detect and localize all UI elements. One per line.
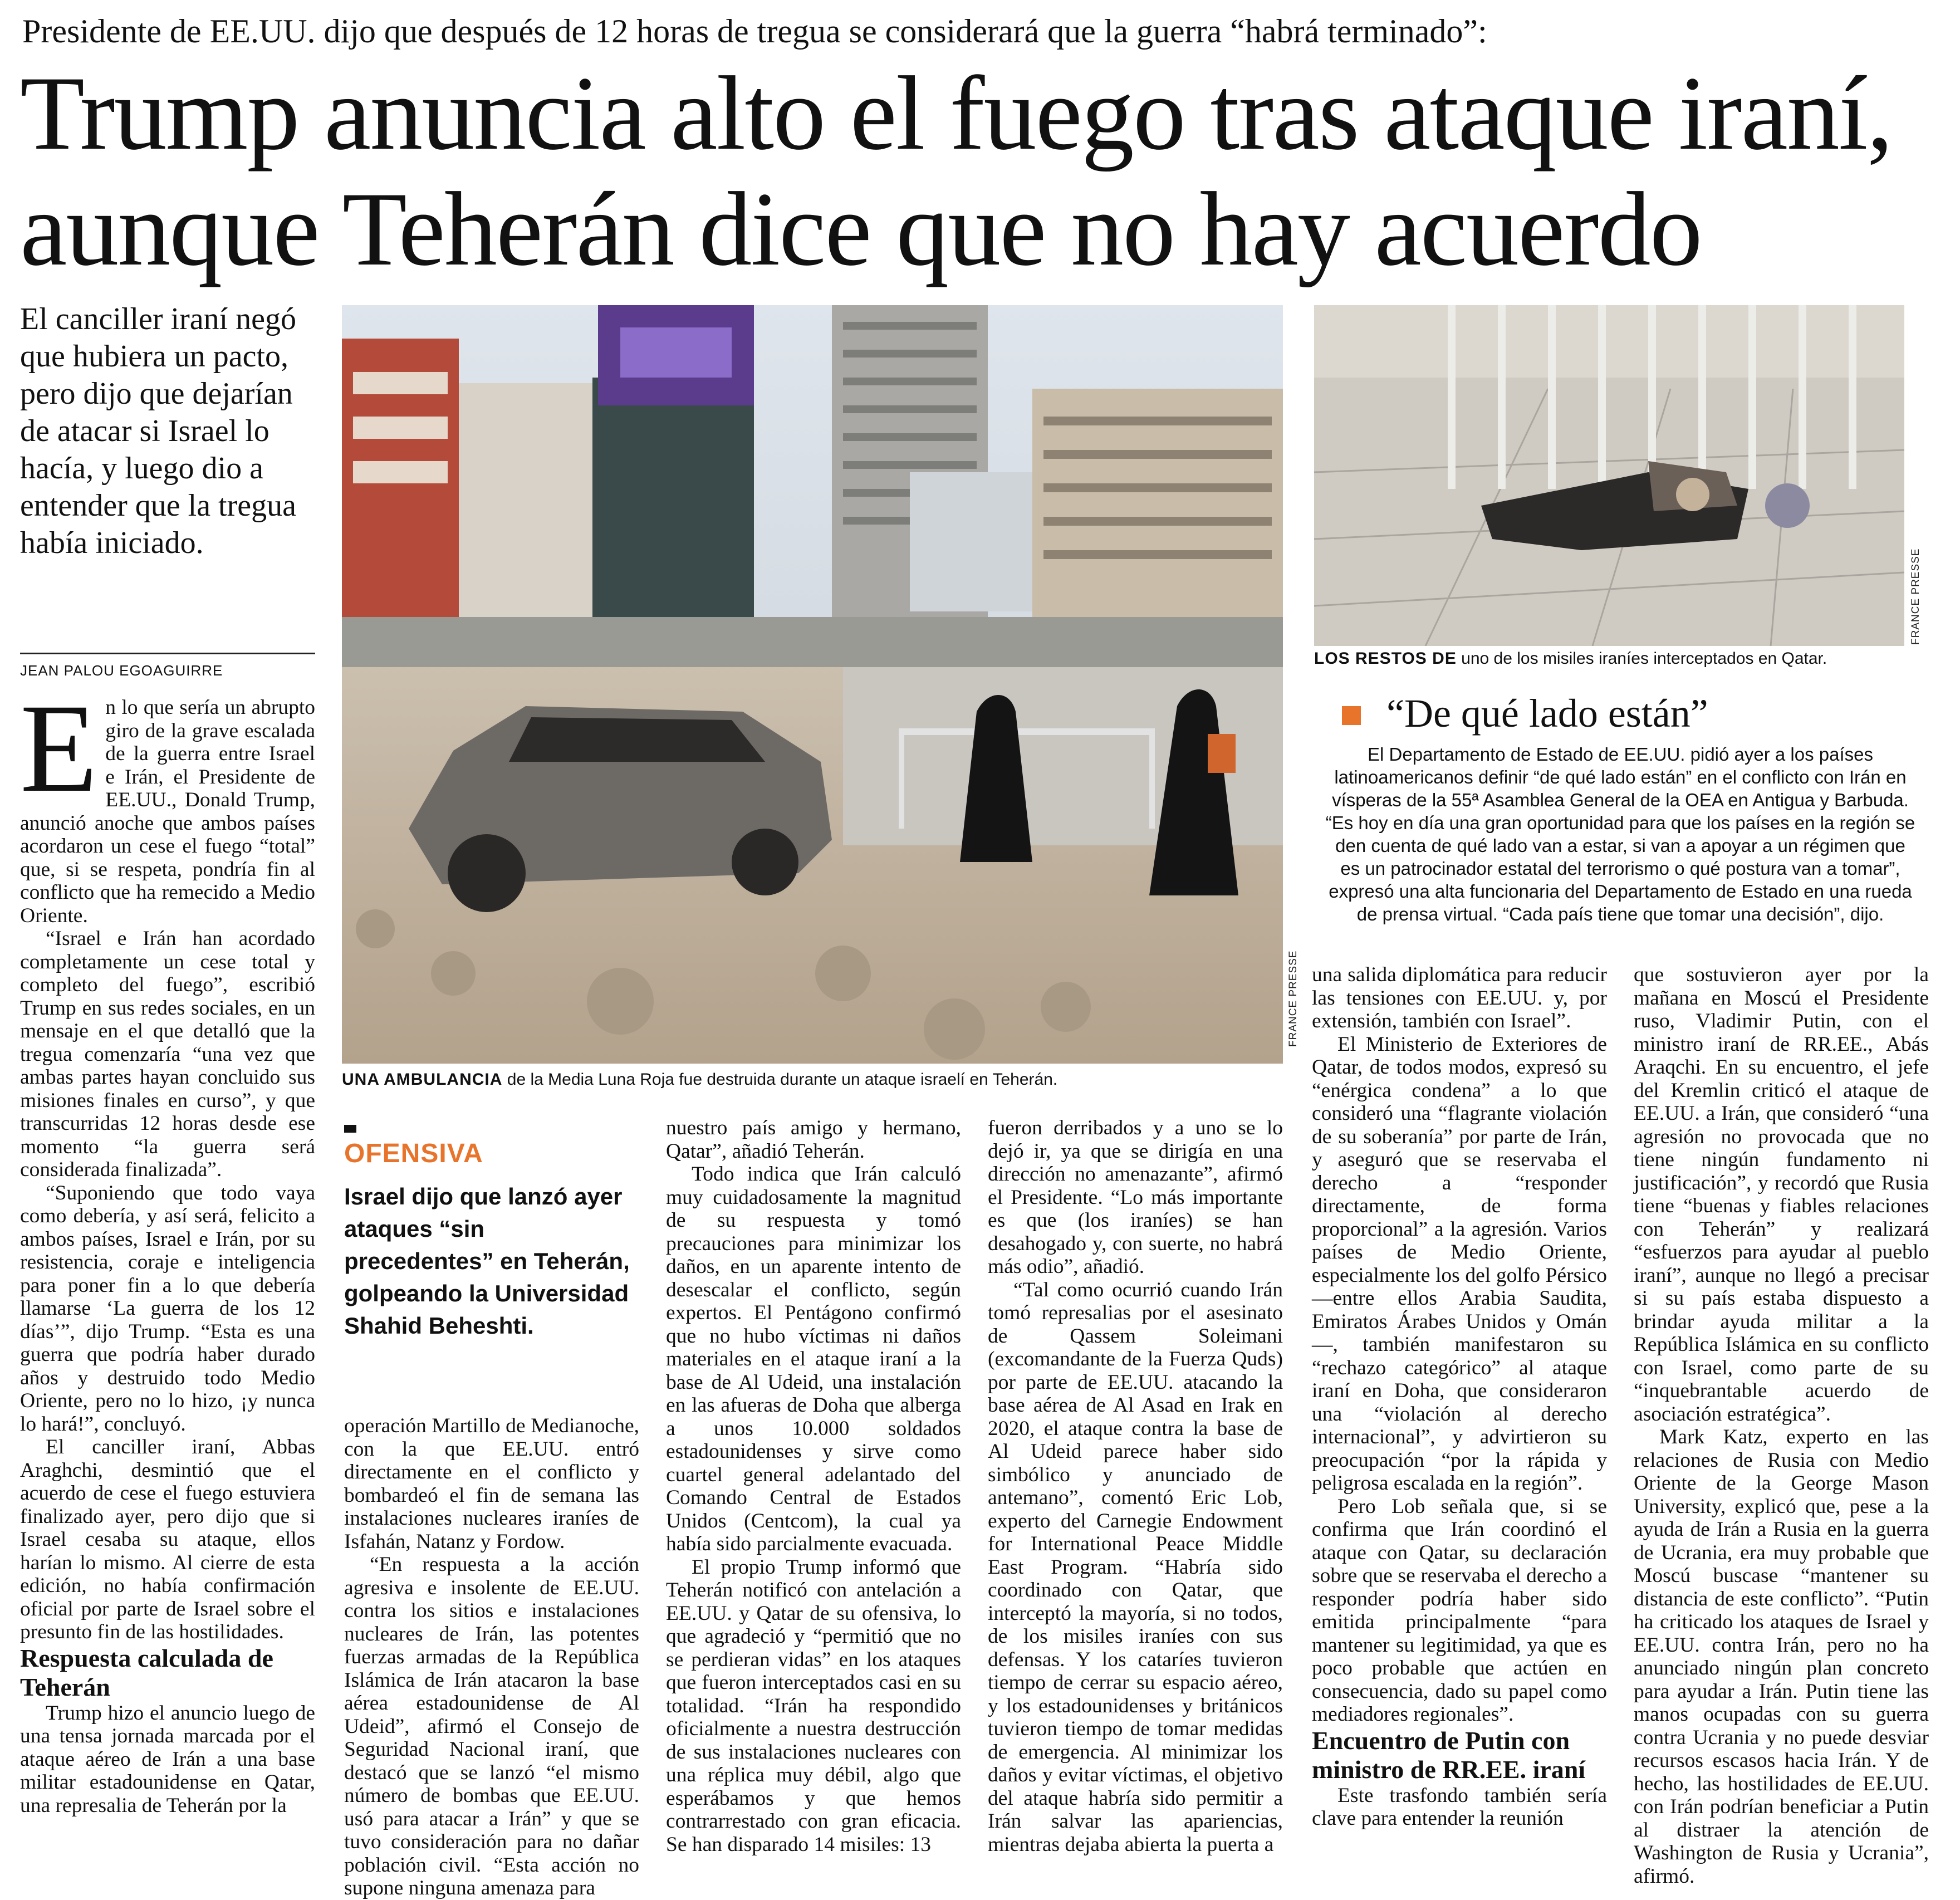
article-column-4 — [988, 1117, 1283, 1856]
paragraph: Mark Katz, experto en las relaciones de Rusia con Medio Oriente de la George Mason University, explicó que, pese a la ayuda de Irán a Rusia en la guerra de Ucrania, era muy probable que Moscú buscase “mantener su distancia de este conflicto”. “Putin ha criticado los ataques de Israel y EE.UU. contra Irán, pero no ha anunciado ningún plan concreto para ayudar a Irán. Putin tiene las manos ocupadas con su guerra contra Ucrania y no puede desviar recursos escasos hacia Irán. Y de hecho, las hostilidades de EE.UU. con Irán podrían beneficiar a Putin al distraer la atención de Washington de Rusia y Ucrania”, afirmó. — [1634, 1426, 1929, 1888]
ofensiva-deck: Israel dijo que lanzó ayer ataques “sin precedentes” en Teherán, golpeando la Universidad Shahid Beheshti. — [344, 1183, 630, 1339]
paragraph: nuestro país amigo y hermano, Qatar”, añadió Teherán. — [666, 1117, 961, 1163]
paragraph: que sostuvieron ayer por la mañana en Moscú el Presidente ruso, Vladimir Putin, con el ministro iraní de RR.EE., Abás Araqchi. En su encuentro, el jefe del Kremlin criticó el ataque de EE.UU. a Irán, que consideró “una agresión no provocada que no tiene ningún fundamento ni justificación”, y recordó que Rusia tiene “buenas y fiables relaciones con Teherán” y realizará “esfuerzos para ayudar al pueblo iraní”, aunque no llegó a precisar si su país estaba dispuesto a brindar ayuda militar a la República Islámica en su conflicto con Israel, como parte de su “inquebrantable acuerdo de asociación estratégica”. — [1634, 963, 1929, 1426]
photo-credit-main: FRANCE PRESSE — [1287, 950, 1299, 1047]
paragraph: fueron derribados y a uno se lo dejó ir, ya que se dirigía en una dirección no amenazante”, afirmó el Presidente. “Lo más importante es que (los iraníes) se han desahogado y, con suerte, no habrá más odio”, añadió. — [988, 1117, 1283, 1278]
byline: JEAN PALOU EGOAGUIRRE — [20, 653, 315, 679]
paragraph: Todo indica que Irán calculó muy cuidadosamente la magnitud de su respuesta y tomó precauciones para minimizar los daños, en un aparente intento de desescalar el conflicto, según expertos. El Pentágono confirmó que no hubo víctimas ni daños materiales en el ataque iraní a la base de Al Udeid, una instalación en las afueras de Doha que alberga a unos 10.000 soldados estadounidenses y sirve como cuartel general adelantado del Comando Central de Estados Unidos (Centcom), la cual ya había sido parcialmente evacuada. — [666, 1163, 961, 1555]
ambulance-photo-illustration — [342, 305, 1283, 1064]
headline-line-1: Trump anuncia alto el fuego tras ataque iraní, — [20, 55, 1893, 172]
subhead-encuentro: Encuentro de Putin con ministro de RR.EE. iraní — [1312, 1726, 1586, 1784]
article-column-1 — [20, 678, 315, 1817]
caption-text: de la Media Luna Roja fue destruida durante un ataque israelí en Teherán. — [502, 1070, 1058, 1089]
headline-line-2: aunque Teherán dice que no hay acuerdo — [20, 171, 1702, 288]
sidebar-title: “De qué lado están” — [1386, 691, 1708, 736]
paragraph: “Israel e Irán han acordado completamente un cese total y completo del fuego”, escribió Trump en sus redes sociales, en un mensaje en el que detalló que la tregua comenzaría “una vez que ambas partes hayan concluido sus misiones finales en curso”, y que transcurridas 12 horas desde ese momento “la guerra será considerada finalizada”. — [20, 927, 315, 1181]
paragraph: una salida diplomática para reducir las tensiones con EE.UU. y, por extensión, también con Israel”. — [1312, 963, 1607, 1032]
sidebar-body — [1325, 743, 1915, 925]
paragraph: “Tal como ocurrió cuando Irán tomó represalias por el asesinato de Qassem Soleimani (excomandante de la Fuerza Quds) por parte de EE.UU. atacando la base aérea de Al Asad en Irak en 2020, el ataque contra la base de Al Udeid parece haber sido simbólico y anunciado de antemano”, comentó Eric Lob, experto del Carnegie Endowment for International Peace Middle East Program. “Habría sido coordinado con Qatar, que interceptó la mayoría, si no todos, de los misiles iraníes con sus defensas. Y los cataríes tuvieron tiempo de cerrar su espacio aéreo, y los estadounidenses y británicos tuvieron tiempo de tomar medidas de emergencia. Al minimizar los daños y evitar víctimas, el objetivo del ataque habría sido permitir a Irán salvar las apariencias, mientras dejaba abierta la puerta a — [988, 1278, 1283, 1856]
paragraph — [20, 678, 315, 927]
paragraph: Pero Lob señala que, si se confirma que Irán coordinó el ataque con Qatar, su declaración sobre que se reservaba el derecho a responder podría haber sido emitida principalmente “para mantener su legitimidad, ya que es poco probable que actúen en consecuencia, dado su papel como mediadores regionales”. — [1312, 1495, 1607, 1726]
article-column-3 — [666, 1117, 961, 1856]
sidebar-square-icon — [1342, 706, 1361, 725]
photo-credit-side: FRANCE PRESSE — [1910, 548, 1922, 645]
caption-text: uno de los misiles iraníes interceptados en Qatar. — [1456, 649, 1827, 668]
article-column-6 — [1634, 963, 1929, 1888]
paragraph: “Suponiendo que todo vaya como debería, y así será, felicito a ambos países, Israel e Irán, por su resistencia, coraje e inteligencia para poner fin a lo que debería llamarse ‘La guerra de los 12 días’”, dijo Trump. “Esta es una guerra que podría haber durado años y destruido todo Medio Oriente, pero no lo hizo, ¡y nunca lo hará!”, concluyó. — [20, 1181, 315, 1436]
main-photo — [342, 305, 1283, 1064]
article-column-5 — [1312, 963, 1607, 1830]
paragraph: El Ministerio de Exteriores de Qatar, de todos modos, expresó su “enérgica condena” a lo que consideró una “flagrante violación de su soberanía” por parte de Irán, y aseguró que se reservaba el derecho a “responder directamente, de forma proporcional” a la agresión. Varios países de Medio Oriente, especialmente los del golfo Pérsico —entre ellos Arabia Saudita, Emiratos Árabes Unidos y Omán—, también manifestaron su “rechazo categórico” al ataque iraní en Doha, que consideraron una “violación al derecho internacional”, y advirtieron su preocupación “por la rápida y peligrosa escalada en la región”. — [1312, 1032, 1607, 1495]
ofensiva-bar — [344, 1125, 356, 1133]
paragraph-text: n lo que sería un abrupto giro de la grave escalada de la guerra entre Israel e Irán, el Presidente de EE.UU., Donald Trump, anunció anoche que ambos países acordaron un cese el fuego “total” que, si se respeta, pondría fin al conflicto que ha remecido a Medio Oriente. — [20, 696, 315, 927]
paragraph: El propio Trump informó que Teherán notificó con antelación a EE.UU. y Qatar de su ofensiva, lo que agradeció y “permitió que no se perdieran vidas” en los ataques que fueron interceptados casi en su totalidad. “Irán ha respondido oficialmente a nuestra destrucción de sus instalaciones nucleares con una réplica muy débil, algo que esperábamos y que hemos contrarrestado con gran eficacia. Se han disparado 14 misiles: 13 — [666, 1555, 961, 1856]
paragraph: Trump hizo el anuncio luego de una tensa jornada marcada por el ataque aéreo de Irán a una base militar estadounidense en Qatar, una represalia de Teherán por la — [20, 1701, 315, 1817]
caption-bold: LOS RESTOS DE — [1314, 649, 1457, 668]
paragraph: “En respuesta a la acción agresiva e insolente de EE.UU. contra los sitios e instalaciones nucleares de Irán, las potentes fuerzas armadas de la República Islámica de Irán atacaron la base aérea estadounidense de Al Udeid”, afirmó el Consejo de Seguridad Nacional iraní, que destacó que se lanzó “el mismo número de bombas que EE.UU. usó para atacar a Irán” y que se tuvo consideración para no dañar población civil. “Esta acción no supone ninguna amenaza para — [344, 1553, 639, 1899]
drop-cap: E — [20, 678, 98, 819]
missile-debris-photo-illustration — [1314, 305, 1904, 646]
side-photo-caption — [1314, 648, 1915, 669]
side-photo — [1314, 305, 1904, 646]
subhead-respuesta: Respuesta calculada de Teherán — [20, 1643, 273, 1701]
sidebar-paragraph: “Es hoy en día una gran oportunidad para que los países en la región se den cuenta de qué lado van a estar, si van a apoyar a un régimen que es un patrocinador estatal del terrorismo o qué postura van a tomar”, expresó una alta funcionaria del Departamento de Estado en una rueda de prensa virtual. “Cada país tiene que tomar una decisión”, dijo. — [1325, 812, 1915, 924]
ofensiva-label: OFENSIVA — [344, 1139, 483, 1168]
paragraph: El canciller iraní, Abbas Araghchi, desmintió que el acuerdo de cese el fuego estuviera finalizado ayer, pero dijo que si Israel cesaba su ataque, ellos harían lo mismo. Al cierre de esta edición, no había confirmación oficial por parte de Israel sobre el presunto fin de las hostilidades. — [20, 1436, 315, 1643]
deck: El canciller iraní negó que hubiera un pacto, pero dijo que dejarían de atacar si Israel lo hacía, y luego dio a entender que la tregua había iniciado. — [20, 302, 296, 560]
paragraph: operación Martillo de Medianoche, con la que EE.UU. entró directamente en el conflicto y bombardeó el fin de semana las instalaciones nucleares iraníes de Isfahán, Natanz y Fordow. — [344, 1414, 639, 1553]
caption-bold: UNA AMBULANCIA — [342, 1070, 503, 1089]
kicker: Presidente de EE.UU. dijo que después de 12 horas de tregua se considerará que la guerra “habrá terminado”: — [22, 13, 1487, 50]
paragraph: Este trasfondo también sería clave para entender la reunión — [1312, 1784, 1607, 1830]
sidebar-paragraph: El Departamento de Estado de EE.UU. pidió ayer a los países latinoamericanos definir “de qué lado están” en el conflicto con Irán en vísperas de la 55ª Asamblea General de la OEA en Antigua y Barbuda. — [1332, 744, 1909, 810]
headline — [20, 56, 1935, 287]
article-column-2 — [344, 1414, 639, 1900]
main-photo-caption — [342, 1069, 1288, 1090]
